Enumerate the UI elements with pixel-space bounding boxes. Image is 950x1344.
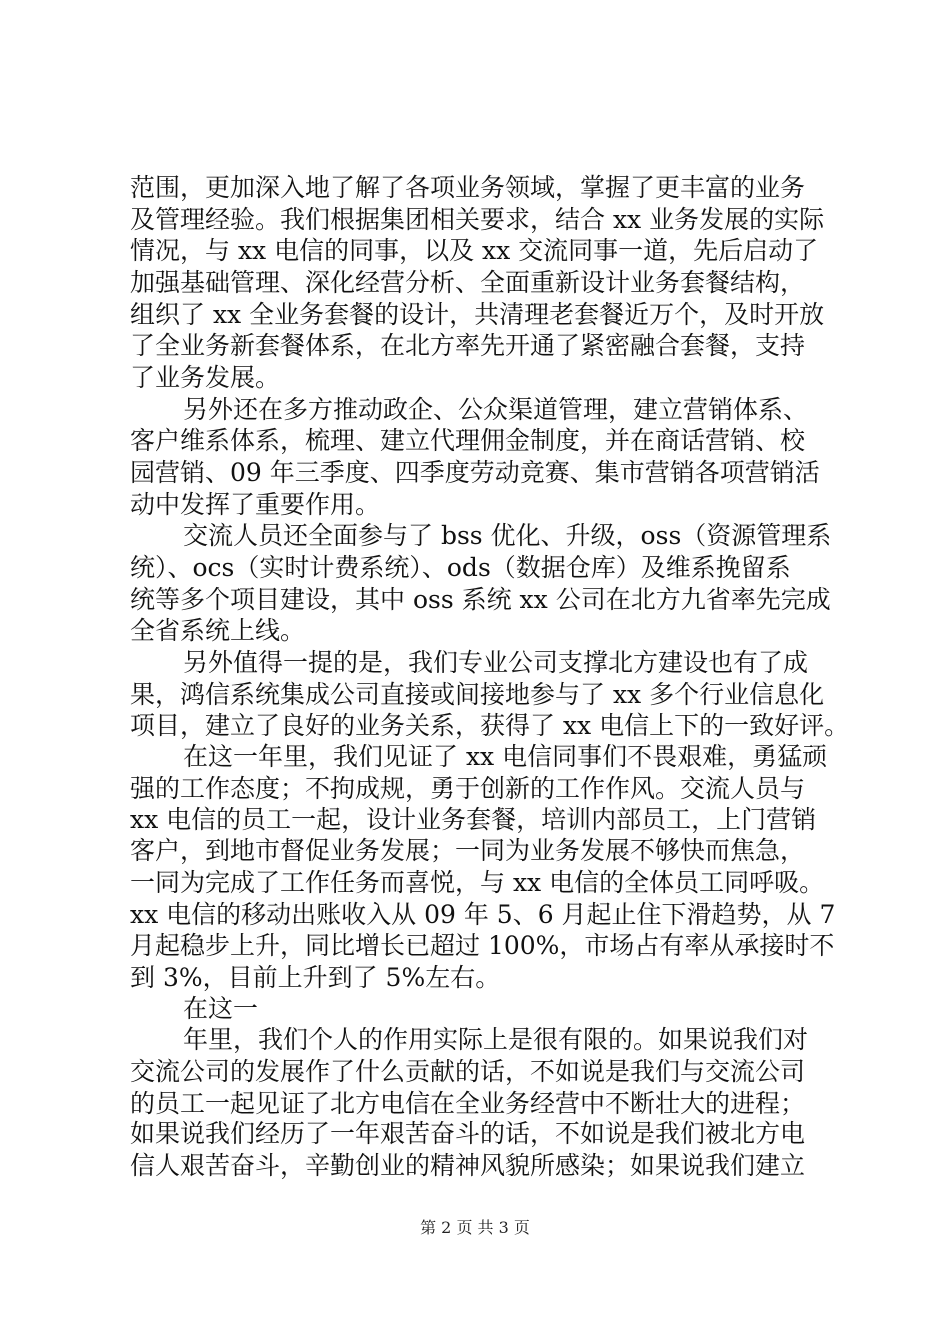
text-line: 果，鸿信系统集成公司直接或间接地参与了 xx 多个行业信息化 (130, 679, 825, 709)
text-line: 组织了 xx 全业务套餐的设计，共清理老套餐近万个，及时开放 (130, 299, 825, 329)
text-line: 统）、ocs（实时计费系统）、ods（数据仓库）及维系挽留系 (130, 552, 791, 582)
text-line: 如果说我们经历了一年艰苦奋斗的话，不如说是我们被北方电 (130, 1119, 806, 1149)
text-line: 年里，我们个人的作用实际上是很有限的。如果说我们对 (183, 1025, 809, 1055)
text-line: 一同为完成了工作任务而喜悦，与 xx 电信的全体员工同呼吸。 (130, 867, 825, 897)
text-line: 动中发挥了重要作用。 (130, 489, 381, 519)
text-line: 客户，到地市督促业务发展；一同为业务发展不够快而焦急， (130, 836, 806, 866)
text-line: 交流公司的发展作了什么贡献的话，不如说是我们与交流公司 (130, 1057, 806, 1087)
text-line: 加强基础管理、深化经营分析、全面重新设计业务套餐结构， (130, 267, 806, 297)
text-line: 在这一年里，我们见证了 xx 电信同事们不畏艰难，勇猛顽 (183, 742, 828, 772)
text-line: 情况，与 xx 电信的同事，以及 xx 交流同事一道，先后启动了 (130, 236, 819, 266)
text-line: 强的工作态度；不拘成规，勇于创新的工作作风。交流人员与 (130, 773, 806, 803)
text-line: 信人艰苦奋斗，辛勤创业的精神风貌所感染；如果说我们建立 (130, 1151, 806, 1181)
text-line: 另外还在多方推动政企、公众渠道管理，建立营销体系、 (183, 394, 809, 424)
text-line: 项目，建立了良好的业务关系，获得了 xx 电信上下的一致好评。 (130, 711, 850, 741)
text-line: xx 电信的移动出账收入从 09 年 5、6 月起止住下滑趋势，从 7 (130, 899, 836, 929)
text-line: 月起稳步上升，同比增长已超过 100%，市场占有率从承接时不 (130, 931, 835, 961)
text-line: 了全业务新套餐体系，在北方率先开通了紧密融合套餐，支持 (130, 331, 806, 361)
text-line: 客户维系体系，梳理、建立代理佣金制度，并在商话营销、校 (130, 426, 806, 456)
page-footer: 第 2 页 共 3 页 (420, 1218, 530, 1237)
text-line: 及管理经验。我们根据集团相关要求，结合 xx 业务发展的实际 (130, 204, 825, 234)
text-line: 了业务发展。 (130, 362, 281, 392)
text-line: xx 电信的员工一起，设计业务套餐，培训内部员工，上门营销 (130, 805, 817, 835)
text-line: 范围，更加深入地了解了各项业务领域，掌握了更丰富的业务 (130, 172, 806, 202)
text-line: 统等多个项目建设，其中 oss 系统 xx 公司在北方九省率先完成 (130, 584, 831, 614)
text-line: 到 3%，目前上升到了 5%左右。 (130, 962, 501, 992)
text-line: 园营销、09 年三季度、四季度劳动竞赛、集市营销各项营销活 (130, 457, 820, 487)
text-line: 交流人员还全面参与了 bss 优化、升级，oss（资源管理系 (183, 521, 832, 551)
text-line: 全省系统上线。 (130, 616, 306, 646)
text-line: 另外值得一提的是，我们专业公司支撑北方建设也有了成 (183, 647, 809, 677)
text-line: 在这一 (183, 993, 259, 1023)
text-line: 的员工一起见证了北方电信在全业务经营中不断壮大的进程； (130, 1088, 806, 1118)
